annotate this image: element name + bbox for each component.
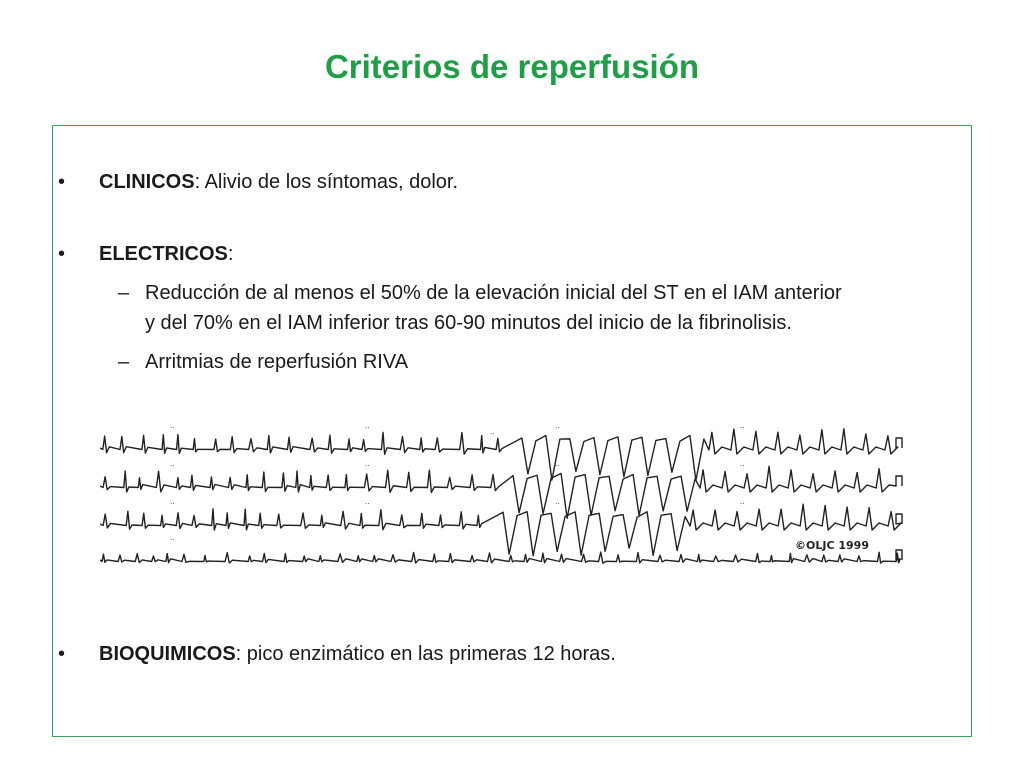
ecg-lead-marker: ·· xyxy=(555,500,560,508)
ecg-lead-marker: ·· xyxy=(170,500,175,508)
bullet-label: ELECTRICOS xyxy=(99,243,228,265)
sub-bullet-marker: – xyxy=(118,351,130,373)
bullet-label: BIOQUIMICOS xyxy=(99,643,236,665)
ecg-lead-marker: ·· xyxy=(490,430,495,438)
bullet-label: CLINICOS xyxy=(99,171,195,193)
ecg-trace xyxy=(100,429,902,480)
ecg-lead-marker: ·· xyxy=(555,462,560,470)
ecg-trace xyxy=(100,550,902,563)
bullet-text: : xyxy=(227,243,234,265)
ecg-lead-marker: ·· xyxy=(740,462,745,470)
bullet-text: : pico enzimático en las primeras 12 horas. xyxy=(235,643,616,665)
ecg-lead-marker: ·· xyxy=(365,500,370,508)
ecg-trace xyxy=(100,504,902,556)
ecg-lead-marker: ·· xyxy=(365,462,370,470)
ecg-copyright: ©OLJC 1999 xyxy=(795,539,869,552)
sub-bullet-marker: – xyxy=(118,282,130,304)
ecg-lead-marker: ·· xyxy=(555,424,560,432)
ecg-lead-marker: ·· xyxy=(740,424,745,432)
sub-bullet-line-1: Arritmias de reperfusión RIVA xyxy=(145,351,409,373)
bullet-marker: • xyxy=(58,643,66,665)
sub-bullet-line-1: Reducción de al menos el 50% de la elevación inicial del ST en el IAM anterior xyxy=(145,282,842,304)
ecg-lead-marker: ·· xyxy=(170,424,175,432)
ecg-strip-image xyxy=(100,420,905,580)
ecg-lead-marker: ·· xyxy=(365,424,370,432)
bullet-marker: • xyxy=(58,171,66,193)
slide-title: Criterios de reperfusión xyxy=(324,48,700,85)
bullet-marker: • xyxy=(58,243,66,265)
ecg-lead-marker: ·· xyxy=(740,500,745,508)
ecg-lead-marker: ·· xyxy=(170,536,175,544)
sub-bullet-line-2: y del 70% en el IAM inferior tras 60-90 minutos del inicio de la fibrinolisis. xyxy=(145,312,792,334)
ecg-lead-marker: ·· xyxy=(170,462,175,470)
bullet-text: : Alivio de los síntomas, dolor. xyxy=(194,171,459,193)
